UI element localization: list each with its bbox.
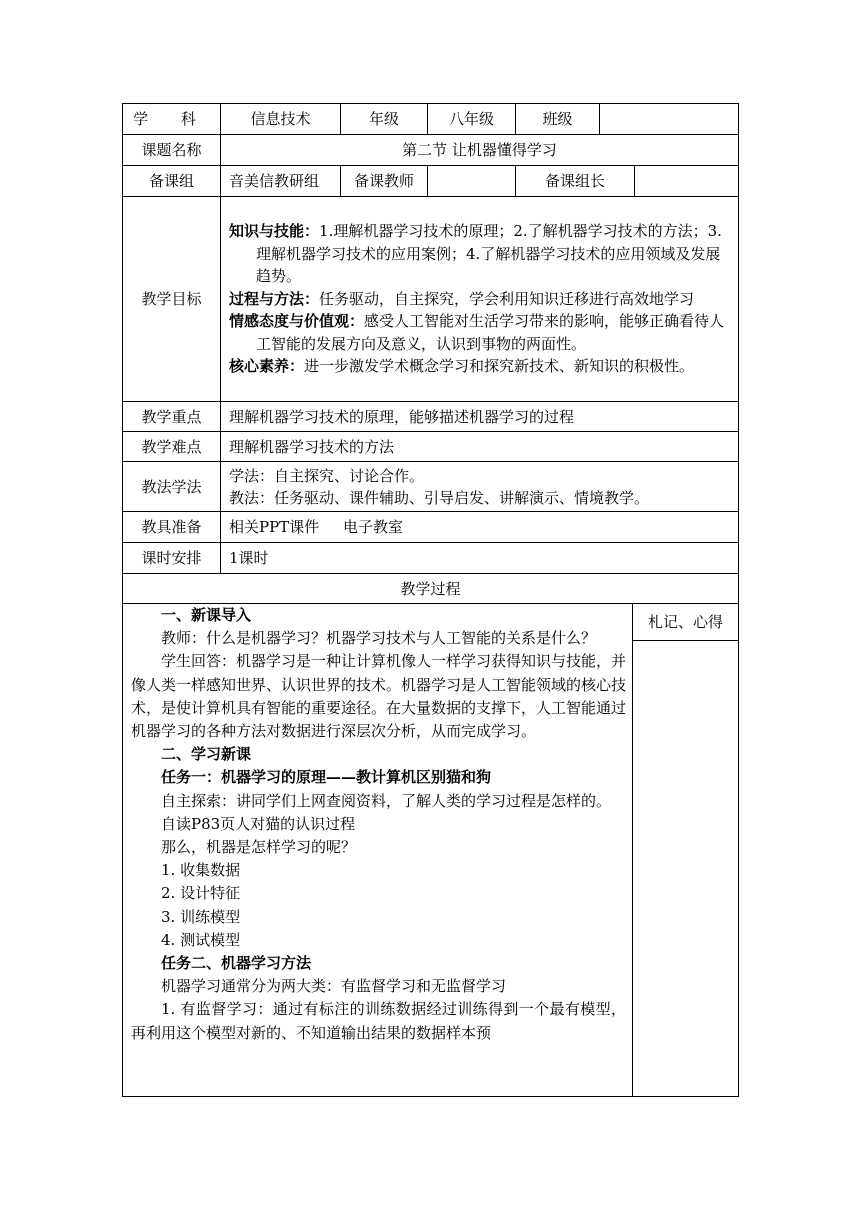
difficulties-value: 理解机器学习技术的方法 [221, 432, 739, 462]
difficulties-row [123, 432, 739, 462]
self-explore-text: 自主探索：讲同学们上网查阅资料，了解人类的学习过程是怎样的。 [161, 791, 612, 810]
header-row [123, 104, 739, 135]
schedule-value: 1课时 [221, 543, 739, 574]
prep-leader-label: 备课组长 [516, 166, 635, 197]
notes-area [633, 641, 739, 1097]
lesson-plan-table [122, 103, 739, 604]
supervised-learning-text: 1. 有监督学习：通过有标注的训练数据经过训练得到一个最有模型，再利用这个模型对新的、不知道输出结果的数据样本预 [131, 1000, 626, 1042]
objective-attitude: 情感态度与价值观：感受人工智能对生活学习带来的影响，能够正确看待人工智能的发展方向及意义，认识到事物的两面性。 [229, 312, 725, 353]
step-1: 1. 收集数据 [161, 861, 241, 880]
self-read-text: 自读P83页人对猫的认识过程 [161, 814, 356, 833]
task-one-heading: 任务一：机器学习的原理——教计算机区别猫和狗 [161, 768, 492, 787]
prep-row [123, 166, 739, 197]
ml-categories-text: 机器学习通常分为两大类：有监督学习和无监督学习 [161, 977, 507, 996]
subject-label: 学 科 [123, 104, 221, 135]
methods-row [123, 462, 739, 512]
process-content [123, 604, 633, 1097]
key-points-label: 教学重点 [123, 402, 221, 432]
prep-group-label: 备课组 [123, 166, 221, 197]
process-heading: 教学过程 [123, 574, 739, 604]
schedule-row [123, 543, 739, 574]
step-2: 2. 设计特征 [161, 884, 241, 903]
objectives-content [221, 197, 739, 402]
key-points-row [123, 402, 739, 432]
objective-process: 过程与方法：任务驱动，自主探究，学会利用知识迁移进行高效地学习 [229, 289, 695, 308]
tools-label: 教具准备 [123, 512, 221, 543]
topic-value: 第二节 让机器懂得学习 [221, 135, 739, 166]
difficulties-label: 教学难点 [123, 432, 221, 462]
methods-teaching: 教法：任务驱动、课件辅助、引导启发、讲解演示、情境教学。 [229, 488, 650, 507]
prep-leader-value [635, 166, 739, 197]
key-points-value: 理解机器学习技术的原理，能够描述机器学习的过程 [221, 402, 739, 432]
objective-core-literacy: 核心素养：进一步激发学术概念学习和探究新技术、新知识的积极性。 [229, 357, 695, 376]
class-label: 班级 [516, 104, 600, 135]
prep-group-value: 音美信教研组 [221, 166, 341, 197]
machine-question: 那么，机器是怎样学习的呢？ [161, 838, 357, 857]
tools-value: 相关PPT课件 电子教室 [221, 512, 739, 543]
notes-header: 札记、心得 [633, 604, 739, 641]
grade-label: 年级 [341, 104, 428, 135]
process-first-row [123, 604, 739, 641]
task-two-heading: 任务二、机器学习方法 [161, 954, 312, 973]
subject-value: 信息技术 [221, 104, 341, 135]
grade-value: 八年级 [428, 104, 516, 135]
methods-learning: 学法：自主探究、讨论合作。 [229, 466, 425, 485]
teacher-question: 教师：什么是机器学习？机器学习技术与人工智能的关系是什么？ [161, 629, 597, 648]
step-4: 4. 测试模型 [161, 930, 241, 949]
objective-knowledge: 知识与技能：1.理解机器学习技术的原理；2.了解机器学习技术的方法；3.理解机器学习技术的应用案例；4.了解机器学习技术的应用领域及发展趋势。 [229, 221, 722, 286]
objectives-label: 教学目标 [123, 197, 221, 402]
process-heading-row [123, 574, 739, 604]
section-new-lesson-heading: 二、学习新课 [161, 745, 252, 764]
methods-label: 教法学法 [123, 462, 221, 512]
lesson-plan-page [122, 103, 738, 1097]
section-intro-heading: 一、新课导入 [161, 606, 252, 624]
schedule-label: 课时安排 [123, 543, 221, 574]
prep-teacher-value [428, 166, 516, 197]
step-3: 3. 训练模型 [161, 907, 241, 926]
topic-row [123, 135, 739, 166]
process-table [122, 603, 739, 1097]
tools-row [123, 512, 739, 543]
objectives-row [123, 197, 739, 402]
student-answer: 学生回答：机器学习是一种让计算机像人一样学习获得知识与技能，并像人类一样感知世界、认识世界的技术。机器学习是人工智能领域的核心技术，是使计算机具有智能的重要途径。在大量数据的支撑下，人工智能通过机器学习的各种方法对数据进行深层次分析，从而完成学习。 [131, 652, 627, 741]
topic-label: 课题名称 [123, 135, 221, 166]
class-value [600, 104, 739, 135]
methods-value [221, 462, 739, 512]
prep-teacher-label: 备课教师 [341, 166, 428, 197]
